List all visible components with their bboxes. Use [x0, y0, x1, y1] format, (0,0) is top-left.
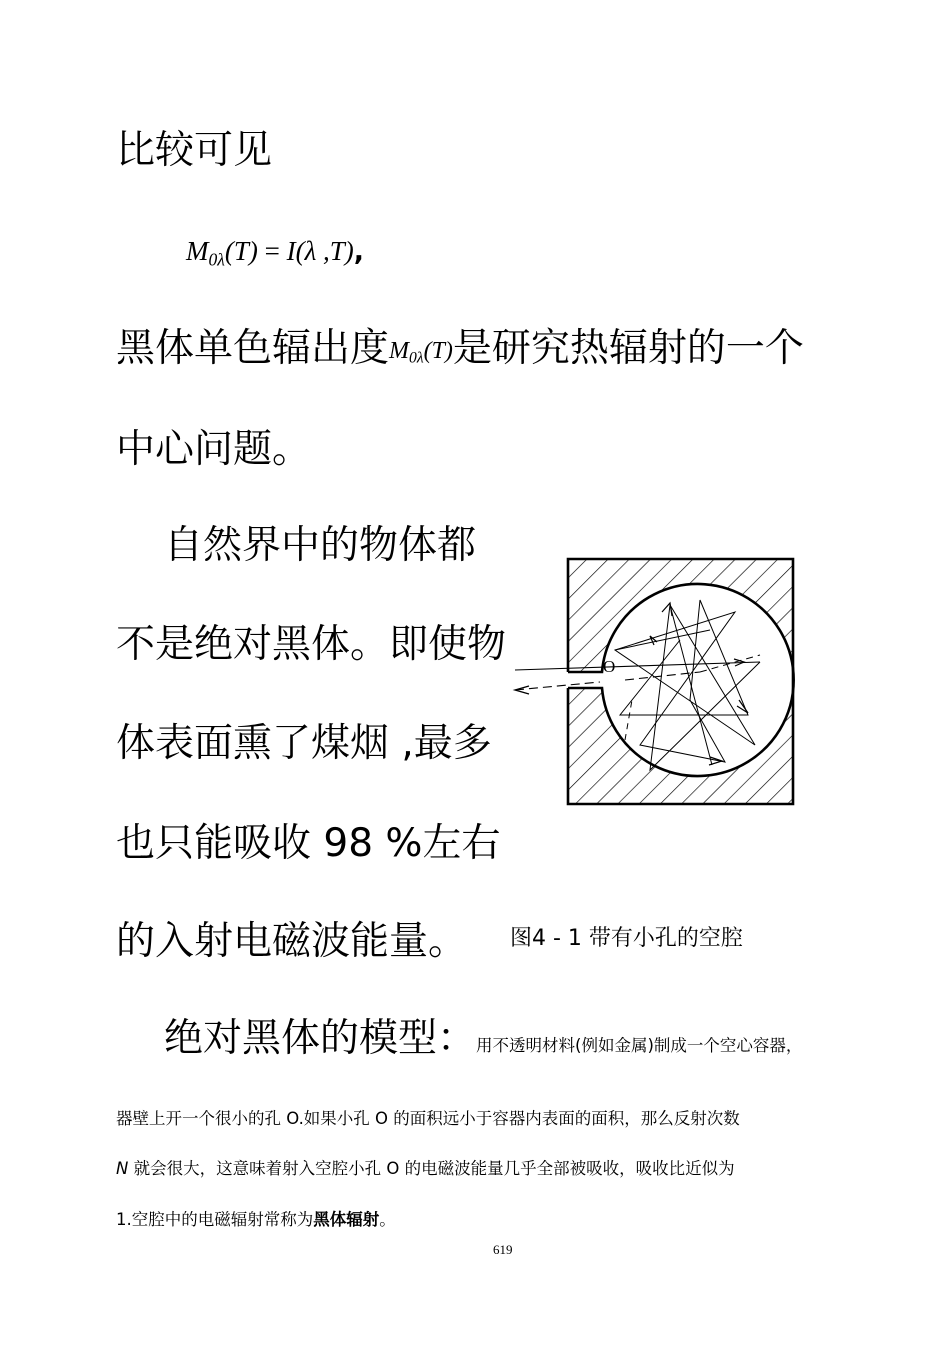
statement-inline-symbol: M	[389, 338, 410, 364]
model-line4	[116, 1212, 396, 1229]
paragraph-line: 的入射电磁波能量。	[116, 919, 468, 964]
reflected-rays	[615, 600, 760, 770]
statement-part1: 黑体单色辐出度	[116, 326, 390, 371]
arrowhead	[515, 686, 529, 694]
dashed-ray	[625, 700, 632, 740]
formula-trailing: ,	[353, 236, 365, 267]
model-line4-end: 。	[379, 1210, 396, 1229]
model-line3-text: 就会很大，这意味着射入空腔小孔 O 的电磁波能量几乎全部被吸收，吸收比近似为	[128, 1159, 735, 1178]
model-line3	[116, 1161, 735, 1178]
heading-text: 比较可见	[116, 128, 273, 173]
statement-inline-math	[389, 338, 453, 367]
model-title: 绝对黑体的模型：	[164, 1016, 477, 1061]
model-line1	[164, 1016, 803, 1061]
formula-lhs-sub: 0λ	[208, 249, 225, 270]
model-line4-text: 1.空腔中的电磁辐射常称为	[116, 1210, 314, 1229]
statement-line1	[116, 326, 804, 371]
statement-line2: 中心问题。	[116, 427, 312, 472]
model-term: 黑体辐射	[313, 1210, 380, 1229]
statement-inline-arg: (T)	[423, 338, 453, 364]
model-desc: 用不透明材料(例如金属)制成一个空心容器，	[476, 1036, 803, 1055]
paragraph-line: 不是绝对黑体。即使物	[116, 622, 507, 667]
formula-lhs-arg: (T)	[224, 236, 258, 266]
formula	[186, 236, 365, 270]
figure-caption: 图4 - 1 带有小孔的空腔	[510, 926, 743, 951]
page-number: 619	[493, 1242, 513, 1257]
cavity-figure	[505, 550, 805, 815]
model-var-n: N	[116, 1159, 129, 1178]
formula-rhs-args: (λ ,T)	[295, 236, 354, 266]
paragraph-line: 也只能吸收 98 %左右	[116, 821, 501, 866]
formula-lhs-symbol: M	[186, 236, 209, 266]
paragraph-line: 体表面熏了煤烟 ,最多	[116, 721, 492, 766]
cavity-wall	[568, 559, 794, 804]
model-line2: 器壁上开一个很小的孔 O.如果小孔 O 的面积远小于容器内表面的面积，那么反射次数	[116, 1109, 740, 1128]
hole-label: O	[603, 657, 616, 676]
statement-inline-sub: 0λ	[409, 349, 424, 367]
formula-equals: =	[257, 236, 287, 266]
formula-rhs-symbol: I	[286, 236, 296, 266]
paragraph-line: 自然界中的物体都	[164, 523, 477, 568]
statement-part2: 是研究热辐射的一个	[452, 326, 804, 371]
incoming-ray	[515, 662, 760, 670]
